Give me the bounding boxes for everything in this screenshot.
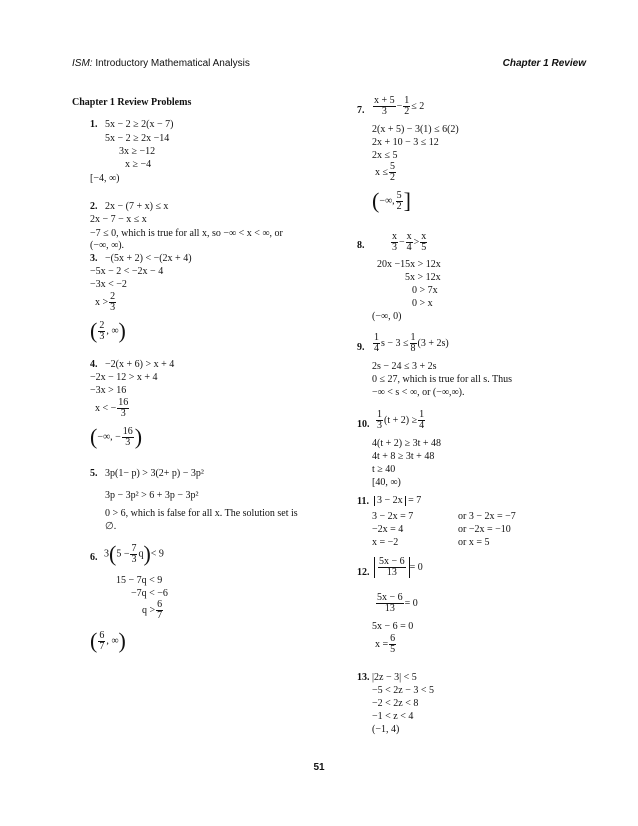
problem-7-number: 7. [357, 105, 365, 116]
fraction: $\frac{x}{3}$ [392, 231, 397, 253]
problem-5-line: 3p(1− p) > 3(2+ p) − 3p² [105, 468, 204, 479]
absolute-value [374, 557, 410, 578]
problem-7-answer: (−∞, $\frac{5}{2}$ ] [372, 188, 411, 213]
problem-5-number: 5. [90, 468, 98, 479]
problem-13-line: |2z − 3| < 5 [372, 672, 417, 683]
problem-1-answer: [−4, ∞) [90, 173, 120, 184]
problem-1-line: 5x − 2 ≥ 2(x − 7) [105, 119, 174, 130]
problem-6-answer: ( $\frac{6}{7}$ , ∞) [90, 628, 126, 653]
problem-2-number: 2. [90, 201, 98, 212]
problem-3-inequality: x > $\frac{2}{3}$ [95, 291, 116, 313]
fraction: $\frac{1}{4}$ [374, 332, 379, 354]
problem-4-inequality: x < − $\frac{16}{3}$ [95, 397, 129, 419]
absolute-value: 3 − 2x [374, 496, 406, 506]
problem-13-line: −5 < 2z − 3 < 5 [372, 685, 434, 696]
problem-8-line: 0 > 7x [412, 285, 438, 296]
problem-8-line: 20x −15x > 12x [377, 259, 441, 270]
problem-11-line: or 3 − 2x = −7 [458, 511, 516, 522]
problem-6-line: 15 − 7q < 9 [116, 575, 163, 586]
fraction: $\frac{5x - 6}{13}$ [379, 556, 405, 578]
problem-1-line: x ≥ −4 [125, 159, 152, 170]
fraction: $\frac{1}{4}$ [419, 409, 425, 431]
fraction: $\frac{5}{2}$ [396, 189, 402, 212]
problem-7-line: 2(x + 5) − 3(1) ≤ 6(2) [372, 124, 459, 135]
problem-3-line: −5x − 2 < −2x − 4 [90, 266, 164, 277]
problem-13-number: 13. [357, 672, 370, 683]
fraction: $\frac{16}{3}$ [118, 397, 129, 419]
problem-5-line: 0 > 6, which is false for all x. The solution set is [105, 508, 298, 519]
problem-1-line: 3x ≥ −12 [119, 146, 156, 157]
problem-12-line: 5x − 6 = 0 [372, 621, 414, 632]
problem-3-line: −3x < −2 [90, 279, 127, 290]
problem-9-line: 2s − 24 ≤ 3 + 2s [372, 361, 437, 372]
problem-11-line: x = −2 [372, 537, 399, 548]
problem-13-line: −2 < 2z < 8 [372, 698, 419, 709]
running-header-left: ISM: Introductory Mathematical Analysis [72, 58, 250, 69]
fraction: $\frac{16}{3}$ [122, 425, 133, 448]
problem-10-answer: [40, ∞) [372, 477, 401, 488]
problem-10-line: 4t + 8 ≥ 3t + 48 [372, 451, 435, 462]
problem-7-inequality: $\frac{x + 5}{3}$ − $\frac{1}{2}$ ≤ 2 [374, 95, 425, 117]
problem-12-number: 12. [357, 567, 370, 578]
fraction: $\frac{1}{8}$ [410, 332, 416, 354]
problem-2-line: 2x − (7 + x) ≤ x [105, 201, 169, 212]
problem-1-line: 5x − 2 ≥ 2x −14 [105, 133, 170, 144]
fraction: $\frac{1}{3}$ [377, 409, 382, 431]
problem-9-line: 0 ≤ 27, which is true for all s. Thus [372, 374, 513, 385]
section-title: Chapter 1 Review Problems [72, 97, 192, 108]
problem-12-line: $\frac{5x - 6}{13}$ = 0 [377, 592, 418, 614]
fraction: $\frac{6}{7}$ [99, 629, 105, 652]
problem-8-line: 5x > 12x [405, 272, 441, 283]
fraction: $\frac{2}{3}$ [99, 319, 105, 342]
fraction: $\frac{7}{3}$ [131, 542, 137, 565]
problem-11-line: 3 − 2x = 7 [372, 511, 414, 522]
problem-10-inequality: $\frac{1}{3}$ (t + 2) ≥ $\frac{1}{4}$ [377, 409, 425, 431]
problem-8-number: 8. [357, 240, 365, 251]
fraction: $\frac{x}{4}$ [406, 231, 412, 253]
problem-4-number: 4. [90, 359, 98, 370]
problem-8-inequality: $\frac{x}{3}$ − $\frac{x}{4}$ > $\frac{x}{5}$ [392, 231, 427, 253]
page-number: 51 [313, 762, 325, 773]
problem-10-line: 4(t + 2) ≥ 3t + 48 [372, 438, 441, 449]
problem-13-line: −1 < z < 4 [372, 711, 414, 722]
problem-6-inequality: 3(5 − $\frac{7}{3}$ q)< 9 [104, 541, 164, 566]
problem-9-number: 9. [357, 342, 365, 353]
problem-9-inequality: $\frac{1}{4}$ s − 3 ≤ $\frac{1}{8}$ (3 + 2s) [374, 332, 449, 354]
problem-4-answer: (−∞, − $\frac{16}{3}$ ) [90, 424, 143, 449]
problem-11-line: −2x = 4 [372, 524, 404, 535]
problem-6-number: 6. [90, 552, 98, 563]
problem-1-number: 1. [90, 119, 98, 130]
problem-4-line: −2x − 12 > x + 4 [90, 372, 158, 383]
problem-5-line: 3p − 3p² > 6 + 3p − 3p² [105, 490, 199, 501]
problem-9-answer: −∞ < s < ∞, or (−∞,∞). [372, 387, 465, 398]
problem-6-line: −7q < −6 [131, 588, 168, 599]
problem-7-line: 2x + 10 − 3 ≤ 12 [372, 137, 439, 148]
problem-3-line: −(5x + 2) < −(2x + 4) [105, 253, 192, 264]
problem-11-equation: 3 − 2x = 7 [374, 496, 421, 506]
fraction: $\frac{6}{5}$ [390, 633, 396, 655]
problem-7-line: 2x ≤ 5 [372, 150, 398, 161]
problem-3-number: 3. [90, 253, 98, 264]
problem-7-result: x ≤ $\frac{5}{2}$ [375, 161, 395, 183]
problem-11-line: or −2x = −10 [458, 524, 511, 535]
problem-11-number: 11. [357, 496, 369, 507]
problem-10-line: t ≥ 40 [372, 464, 396, 475]
problem-2-line: 2x − 7 − x ≤ x [90, 214, 147, 225]
problem-13-answer: (−1, 4) [372, 724, 400, 735]
problem-4-line: −3x > 16 [90, 385, 127, 396]
problem-10-number: 10. [357, 419, 370, 430]
fraction: $\frac{x}{5}$ [421, 231, 427, 253]
fraction: $\frac{2}{3}$ [110, 291, 116, 313]
problem-2-line: −7 ≤ 0, which is true for all x, so −∞ < x < ∞, or [90, 228, 283, 239]
problem-3-answer: ( $\frac{2}{3}$ , ∞) [90, 318, 126, 343]
problem-6-result: q > $\frac{6}{7}$ [142, 599, 163, 621]
fraction: $\frac{1}{2}$ [404, 95, 410, 117]
problem-8-answer: (−∞, 0) [372, 311, 402, 322]
problem-4-line: −2(x + 6) > x + 4 [105, 359, 175, 370]
fraction: $\frac{6}{7}$ [157, 599, 163, 621]
fraction: $\frac{5}{2}$ [390, 161, 395, 183]
running-header-right: Chapter 1 Review [502, 58, 586, 69]
fraction: $\frac{x + 5}{3}$ [374, 95, 395, 117]
problem-12-equation: $\frac{5x - 6}{13}$ = 0 [374, 557, 423, 578]
problem-11-line: or x = 5 [458, 537, 490, 548]
problem-12-answer: x = $\frac{6}{5}$ [375, 633, 396, 655]
fraction: $\frac{5x - 6}{13}$ [377, 592, 403, 614]
problem-2-answer: (−∞, ∞). [90, 240, 125, 251]
problem-8-line: 0 > x [412, 298, 433, 309]
problem-5-answer: ∅. [105, 521, 117, 532]
